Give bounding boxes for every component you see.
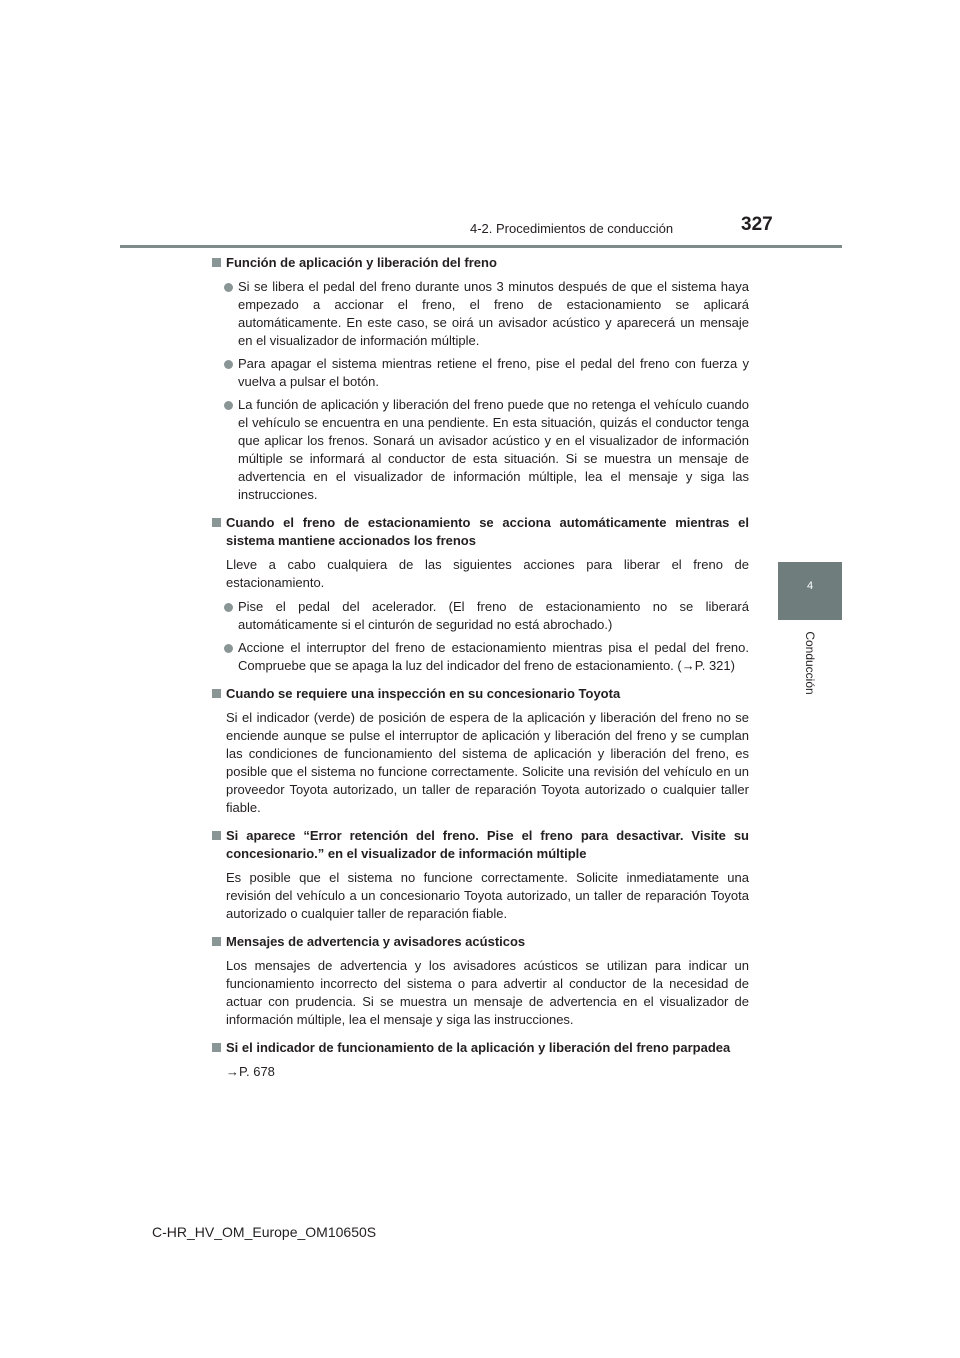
chapter-tab bbox=[778, 562, 842, 620]
page-number: 327 bbox=[741, 214, 773, 235]
circle-bullet-icon bbox=[224, 603, 233, 612]
section-title: Mensajes de advertencia y avisadores acústicos bbox=[212, 933, 749, 951]
square-bullet-icon bbox=[212, 518, 221, 527]
circle-bullet-icon bbox=[224, 644, 233, 653]
list-item: Accione el interruptor del freno de estacionamiento mientras pisa el pedal del freno. Compruebe que se apaga la luz del indicador del freno de estacionamiento. (→P. 321) bbox=[212, 639, 749, 675]
section-title: Si aparece “Error retención del freno. Pise el freno para desactivar. Visite su concesionario.” en el visualizador de información múltiple bbox=[212, 827, 749, 863]
header-divider bbox=[120, 245, 842, 248]
section-title: Si el indicador de funcionamiento de la aplicación y liberación del freno parpadea bbox=[212, 1039, 749, 1057]
bullet-list bbox=[212, 598, 749, 675]
list-item: La función de aplicación y liberación del freno puede que no retenga el vehículo cuando el vehículo se encuentra en una pendiente. En esta situación, quizás el conductor tenga que aplicar los frenos. Sonará un avisador acústico y en el visualizador de información múltiple se informará al conductor de esta situación. Si se muestra un mensaje de advertencia en el visualizador de información múltiple, lea el mensaje y siga las instrucciones. bbox=[212, 396, 749, 504]
list-item: Si se libera el pedal del freno durante unos 3 minutos después de que el sistema haya empezado a accionar el freno, el freno de estacionamiento se aplicará automáticamente. En este caso, se oirá un avisador acústico y aparecerá un mensaje en el visualizador de información múltiple. bbox=[212, 278, 749, 350]
section-title: Cuando se requiere una inspección en su concesionario Toyota bbox=[212, 685, 749, 703]
list-item: Para apagar el sistema mientras retiene el freno, pise el pedal del freno con fuerza y vuelva a pulsar el botón. bbox=[212, 355, 749, 391]
bullet-list bbox=[212, 278, 749, 504]
circle-bullet-icon bbox=[224, 283, 233, 292]
square-bullet-icon bbox=[212, 937, 221, 946]
list-item: Pise el pedal del acelerador. (El freno de estacionamiento no se liberará automáticamente si el cinturón de seguridad no está abrochado.) bbox=[212, 598, 749, 634]
section-text: Los mensajes de advertencia y los avisadores acústicos se utilizan para indicar un funcionamiento incorrecto del sistema o para advertir al conductor de la necesidad de actuar con prudencia. Si se muestra un mensaje de advertencia en el visualizador de información múltiple, lea el mensaje y siga las instrucciones. bbox=[226, 958, 749, 1027]
chapter-number: 4 bbox=[806, 580, 814, 592]
section-text: Es posible que el sistema no funcione correctamente. Solicite inmediatamente una revisión del vehículo a un concesionario Toyota autorizado, un taller de reparación Toyota autorizado o cualquier taller de reparación fiable. bbox=[226, 870, 749, 921]
chapter-label: Conducción bbox=[803, 631, 817, 695]
square-bullet-icon bbox=[212, 831, 221, 840]
square-bullet-icon bbox=[212, 258, 221, 267]
square-bullet-icon bbox=[212, 1043, 221, 1052]
circle-bullet-icon bbox=[224, 360, 233, 369]
page-reference-link[interactable]: →P. 678 bbox=[226, 1064, 275, 1079]
header-section-title: 4-2. Procedimientos de conducción bbox=[470, 221, 674, 236]
page-content bbox=[212, 254, 749, 1081]
section-title: Cuando el freno de estacionamiento se acciona automáticamente mientras el sistema mantiene accionados los frenos bbox=[212, 514, 749, 550]
section-title: Función de aplicación y liberación del freno bbox=[212, 254, 749, 272]
section-text: Si el indicador (verde) de posición de espera de la aplicación y liberación del freno no se enciende aunque se pulse el interruptor de aplicación y liberación del freno y se cumplan las condiciones de funcionamiento del sistema de aplicación y liberación del freno, es posible que el sistema no funcione correctamente. Solicite una revisión del vehículo en un proveedor Toyota autorizado, un taller de reparación Toyota autorizado o cualquier taller fiable. bbox=[226, 710, 749, 815]
section-text: Lleve a cabo cualquiera de las siguientes acciones para liberar el freno de estacionamiento. bbox=[226, 557, 749, 590]
circle-bullet-icon bbox=[224, 401, 233, 410]
square-bullet-icon bbox=[212, 689, 221, 698]
document-id: C-HR_HV_OM_Europe_OM10650S bbox=[152, 1224, 377, 1240]
